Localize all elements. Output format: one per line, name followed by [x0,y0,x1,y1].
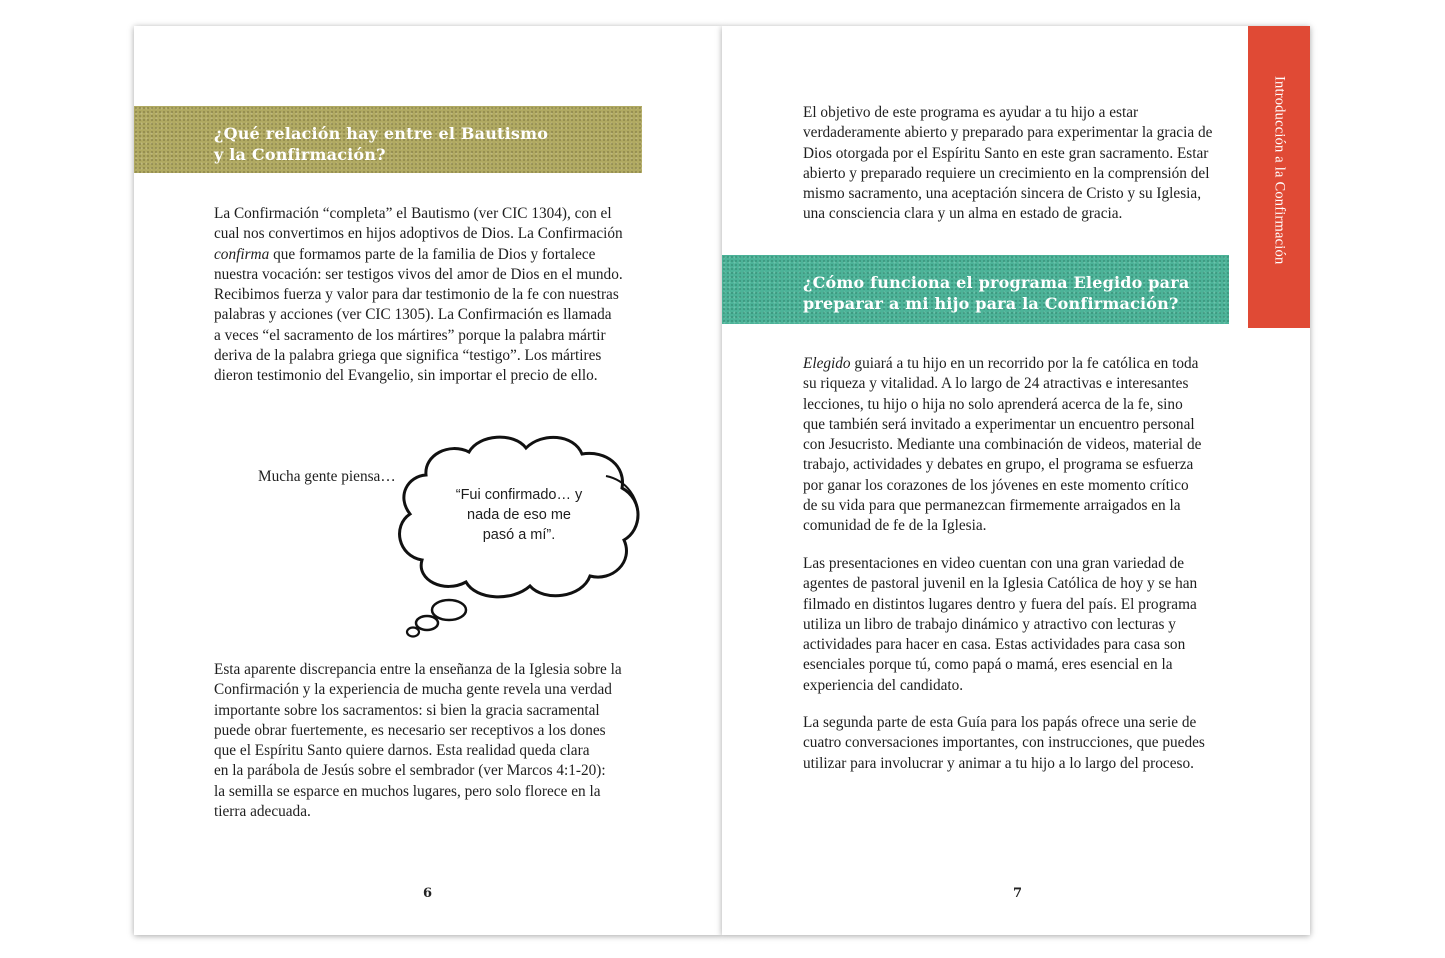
text-line: tierra adecuada. [214,803,311,821]
thought-bubble-dot-small [407,628,419,637]
text-line: la semilla se esparce en muchos lugares, pero solo florece en la [214,782,601,800]
text-line: puede obrar fuertemente, es necesario ser receptivos a los dones [214,721,606,739]
text-line: de su vida para que permanezcan firmemente arraigados en la [803,497,1181,515]
thought-bubble-dot-large [432,600,466,620]
paragraph-discrepancy [214,660,622,822]
paragraph-elegido-journey [803,354,1201,537]
thought-bubble-dot-medium [416,616,438,630]
text-line: lecciones, tu hijo o hija no solo aprenderá acerca de la fe, sino [803,395,1183,413]
section-heading-how-program-works [722,255,1229,324]
text-line [214,245,623,265]
text-line: cuatro conversaciones importantes, con instrucciones, que puedes [803,734,1205,752]
bubble-line: nada de eso me [467,507,571,523]
text-line: actividades para hacer en casa. Estas actividades para casa son [803,636,1186,654]
text-line: su riqueza y vitalidad. A lo largo de 24 atractivas e interesantes [803,375,1189,393]
paragraph-confirmation-completes-baptism [214,204,623,387]
bubble-line: “Fui confirmado… y [455,487,583,503]
page-number-left: 6 [423,886,433,901]
text-line: trabajo, actividades y debates en grupo, el programa se esfuerza [803,456,1194,474]
right-page [722,26,1310,935]
text-line: cual nos convertimos en hijos adoptivos de Dios. La Confirmación [214,225,623,243]
text-line: utiliza un libro de trabajo dinámico y atractivo con lecturas y [803,615,1176,633]
text-line: dieron testimonio del Evangelio, sin importar el precio de ello. [214,367,598,385]
text-line: Las presentaciones en video cuentan con una gran variedad de [803,555,1184,572]
italic-word: confirma [214,245,270,263]
text-line: mismo sacramento, una aceptación sincera de Cristo y su Iglesia, [803,185,1202,203]
text-fragment: que formamos parte de la familia de Dios y fortalece [269,245,596,263]
text-line: Confirmación y la experiencia de mucha gente revela una verdad [214,681,612,699]
text-line: por ganar los corazones de los jóvenes en este momento crítico [803,476,1189,494]
text-line: a veces “el sacramento de los mártires” porque la palabra mártir [214,326,606,344]
thought-intro-text: Mucha gente piensa… [258,468,396,485]
text-line: Dios otorgada por el Espíritu Santo en este gran sacramento. Estar [803,144,1209,162]
text-line: El objetivo de este programa es ayudar a tu hijo a estar [803,104,1139,121]
text-line [803,354,1201,374]
text-line: La Confirmación “completa” el Bautismo (ver CIC 1304), con el [214,205,612,222]
text-line: filmado en distintos lugares dentro y fuera del país. El programa [803,595,1197,613]
text-line: importante sobre los sacramentos: si bien la gracia sacramental [214,701,600,719]
text-line: comunidad de fe de la Iglesia. [803,517,987,535]
paragraph-program-objective [803,103,1212,225]
chapter-side-tab [1248,26,1310,328]
left-page [134,26,722,935]
bubble-line: pasó a mí”. [482,527,556,543]
text-line: que el Espíritu Santo quiere darnos. Esta realidad queda clara [214,742,590,760]
text-line: con Jesucristo. Mediante una combinación de videos, material de [803,436,1202,454]
text-line: verdaderamente abierto y preparado para experimentar la gracia de [803,124,1213,142]
text-line: que también será invitado a experimentar un encuentro personal [803,415,1195,433]
text-line: abierto y preparado requiere un crecimiento en la comprensión del [803,164,1210,182]
text-line: en la parábola de Jesús sobre el sembrador (ver Marcos 4:1-20): [214,762,606,780]
heading-line: y la Confirmación? [214,145,386,164]
chapter-side-tab-label: Introducción a la Confirmación [1271,76,1288,265]
text-line: La segunda parte de esta Guía para los papás ofrece una serie de [803,714,1197,731]
text-line: experiencia del candidato. [803,676,964,694]
text-line: palabras y acciones (ver CIC 1305). La Confirmación es llamada [214,306,612,324]
heading-line: ¿Cómo funciona el programa Elegido para [803,273,1190,292]
text-line: nuestra vocación: ser testigos vivos del amor de Dios en el mundo. [214,265,623,283]
italic-word: Elegido [803,355,851,372]
heading-line: ¿Qué relación hay entre el Bautismo [214,124,549,143]
section-heading-baptism-confirmation [134,106,642,173]
text-line: deriva de la palabra griega que significa “testigo”. Los mártires [214,347,602,365]
heading-line: preparar a mi hijo para la Confirmación? [803,294,1179,313]
text-line: utilizar para involucrar y animar a tu hijo a lo largo del proceso. [803,754,1194,772]
text-line: una consciencia clara y un alma en estado de gracia. [803,205,1123,223]
text-line: Esta aparente discrepancia entre la enseñanza de la Iglesia sobre la [214,661,622,678]
text-line: agentes de pastoral juvenil en la Iglesia Católica de hoy y se han [803,575,1198,593]
text-fragment: guiará a tu hijo en un recorrido por la fe católica en toda [850,355,1199,372]
text-line: Recibimos fuerza y valor para dar testimonio de la fe con nuestras [214,286,619,304]
thought-bubble-text [439,485,599,545]
paragraph-second-part [803,713,1205,774]
page-number-right: 7 [1013,886,1023,901]
text-line: esenciales porque tú, como papá o mamá, eres esencial en la [803,656,1173,674]
paragraph-video-presentations [803,554,1197,696]
